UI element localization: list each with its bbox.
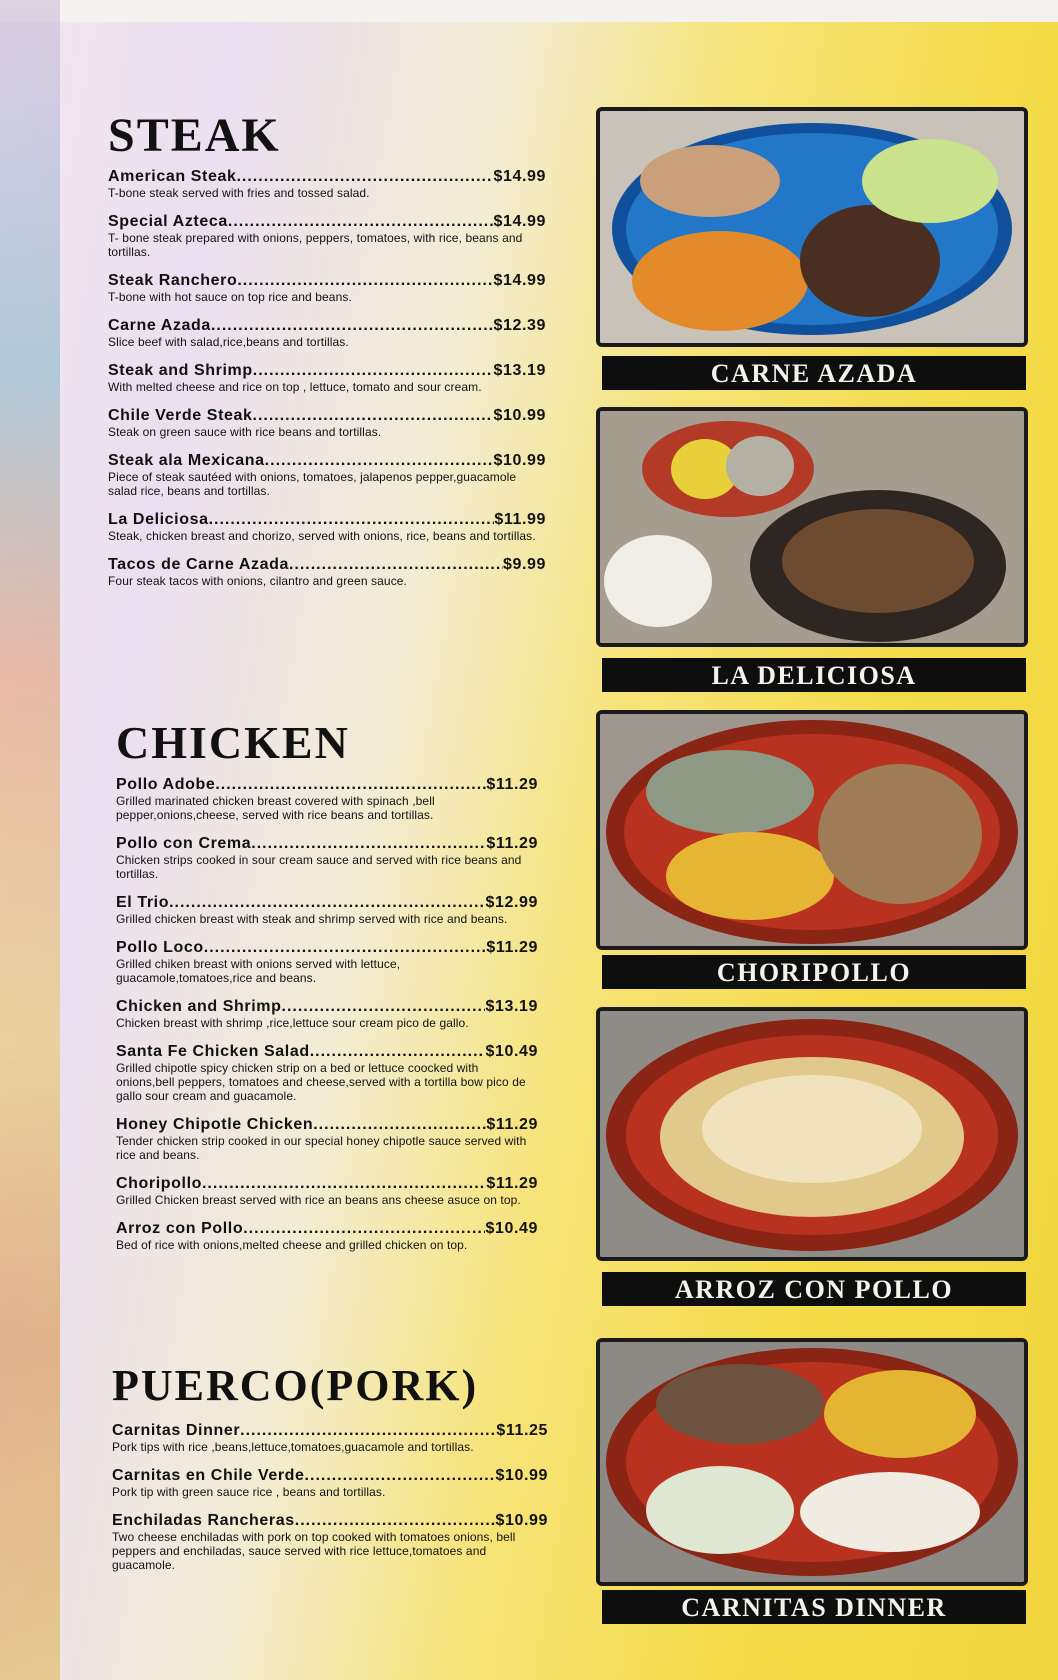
menu-item (116, 939, 538, 985)
menu-item-name: La Deliciosa (108, 511, 209, 528)
top-border (0, 0, 1058, 22)
dot-leader (243, 1220, 485, 1238)
plate-illustration (600, 1011, 1024, 1257)
menu-item-line (108, 168, 546, 186)
photo-arroz-con-pollo (596, 1007, 1028, 1261)
dot-leader (265, 452, 494, 470)
photo-choripollo (596, 710, 1028, 950)
menu-item (108, 213, 546, 259)
dot-leader (253, 407, 494, 425)
dot-leader (289, 556, 503, 574)
menu-item-name: Carne Azada (108, 317, 211, 334)
dot-leader (236, 168, 493, 186)
menu-item-price: $11.29 (486, 939, 538, 956)
pork-item-list (112, 1422, 548, 1572)
menu-item-line (116, 894, 538, 912)
menu-item-price: $14.99 (493, 168, 546, 185)
menu-item-price: $11.99 (494, 511, 546, 528)
menu-item-description: Grilled chipotle spicy chicken strip on a bed or lettuce coocked with onions,bell peppers, tomatoes and cheese,served with a tortilla bow pico de gallo sour cream and guacamole. (116, 1061, 526, 1103)
menu-item-line (116, 776, 538, 794)
steak-section (108, 109, 546, 601)
menu-item-line (116, 1220, 538, 1238)
menu-item-price: $13.19 (493, 362, 546, 379)
section-title-chicken: CHICKEN (116, 717, 350, 768)
menu-item-description: Steak, chicken breast and chorizo, served with onions, rice, beans and tortillas. (108, 529, 536, 543)
menu-item-description: T-bone with hot sauce on top rice and beans. (108, 290, 352, 304)
menu-item-name: Chile Verde Steak (108, 407, 253, 424)
menu-item-name: Chicken and Shrimp (116, 998, 282, 1015)
menu-item-line (116, 1043, 538, 1061)
menu-item-name: Steak and Shrimp (108, 362, 253, 379)
menu-item-name: Steak Ranchero (108, 272, 238, 289)
menu-item-line (116, 939, 538, 957)
menu-item-name: Pollo con Crema (116, 835, 252, 852)
steak-item-list (108, 168, 546, 588)
dot-leader (211, 317, 494, 335)
menu-item (116, 1116, 538, 1162)
menu-item-line (116, 1116, 538, 1134)
dot-leader (237, 272, 493, 290)
menu-item-line (112, 1467, 548, 1485)
menu-item (116, 776, 538, 822)
menu-item (116, 998, 538, 1030)
menu-item-description: Steak on green sauce with rice beans and tortillas. (108, 425, 382, 439)
plate-illustration (600, 1342, 1024, 1582)
menu-item-description: Four steak tacos with onions, cilantro and green sauce. (108, 574, 407, 588)
menu-item-price: $11.29 (486, 1116, 538, 1133)
menu-item (112, 1422, 548, 1454)
menu-item-description: Grilled Chicken breast served with rice an beans ans cheese asuce on top. (116, 1193, 521, 1207)
dot-leader (169, 894, 485, 912)
caption-carne-azada: CARNE AZADA (602, 356, 1026, 390)
menu-item-line (108, 407, 546, 425)
menu-item-price: $10.99 (495, 1512, 548, 1529)
menu-item-line (108, 511, 546, 529)
dot-leader (209, 511, 495, 529)
menu-item-description: Slice beef with salad,rice,beans and tortillas. (108, 335, 349, 349)
menu-item-name: Honey Chipotle Chicken (116, 1116, 314, 1133)
menu-item-price: $10.99 (495, 1467, 548, 1484)
menu-item-price: $11.25 (496, 1422, 548, 1439)
dot-leader (305, 1467, 496, 1485)
menu-item (108, 362, 546, 394)
caption-choripollo: CHORIPOLLO (602, 955, 1026, 989)
menu-item-description: Grilled marinated chicken breast covered with spinach ,bell pepper,onions,cheese, served with rice beans and tortillas. (116, 794, 435, 822)
menu-item-description: Pork tip with green sauce rice , beans and tortillas. (112, 1485, 386, 1499)
menu-item-name: American Steak (108, 168, 237, 185)
dot-leader (240, 1422, 496, 1440)
menu-item-line (108, 362, 546, 380)
menu-item-line (108, 317, 546, 335)
menu-item-description: Chicken strips cooked in sour cream sauce and served with rice beans and tortillas. (116, 853, 522, 881)
menu-item (108, 556, 546, 588)
menu-item-price: $14.99 (493, 272, 546, 289)
menu-item-name: Arroz con Pollo (116, 1220, 244, 1237)
menu-item-price: $13.19 (485, 998, 538, 1015)
menu-item-description: Grilled chicken breast with steak and shrimp served with rice and beans. (116, 912, 508, 926)
menu-item-description: With melted cheese and rice on top , lettuce, tomato and sour cream. (108, 380, 482, 394)
menu-item-price: $12.99 (485, 894, 538, 911)
dot-leader (253, 362, 494, 380)
background-wash (0, 0, 60, 1680)
menu-item-name: Carnitas en Chile Verde (112, 1467, 305, 1484)
chicken-item-list (116, 776, 538, 1252)
menu-item-description: Grilled chiken breast with onions served with lettuce, guacamole,tomatoes,rice and beans. (116, 957, 401, 985)
menu-item (108, 317, 546, 349)
dot-leader (310, 1043, 486, 1061)
menu-item-name: Tacos de Carne Azada (108, 556, 289, 573)
menu-item-description: Bed of rice with onions,melted cheese and grilled chicken on top. (116, 1238, 468, 1252)
menu-item-description: Piece of steak sautéed with onions, tomatoes, jalapenos pepper,guacamole salad rice, beans and tortillas. (108, 470, 517, 498)
menu-item-description: Two cheese enchiladas with pork on top cooked with tomatoes onions, bell peppers and enchiladas, sauce served with rice lettuce,tomatoes and guacamole. (112, 1530, 516, 1572)
menu-item (108, 272, 546, 304)
dot-leader (295, 1512, 496, 1530)
menu-item-price: $14.99 (493, 213, 546, 230)
dot-leader (215, 776, 486, 794)
menu-item-line (112, 1422, 548, 1440)
menu-item-name: Special Azteca (108, 213, 228, 230)
menu-item-description: T-bone steak served with fries and tossed salad. (108, 186, 370, 200)
menu-item-line (108, 452, 546, 470)
photo-carne-azada (596, 107, 1028, 347)
menu-item-description: Chicken breast with shrimp ,rice,lettuce sour cream pico de gallo. (116, 1016, 469, 1030)
menu-item (108, 511, 546, 543)
chicken-section (116, 717, 538, 1265)
menu-item (108, 407, 546, 439)
caption-carnitas-dinner: CARNITAS DINNER (602, 1590, 1026, 1624)
photo-carnitas-dinner (596, 1338, 1028, 1586)
menu-item (112, 1467, 548, 1499)
menu-item (116, 1220, 538, 1252)
menu-item-price: $10.99 (493, 452, 546, 469)
menu-item-price: $11.29 (486, 835, 538, 852)
menu-item-price: $9.99 (502, 556, 546, 573)
menu-item-price: $11.29 (486, 1175, 538, 1192)
menu-item-line (116, 1175, 538, 1193)
menu-item-name: Choripollo (116, 1175, 202, 1192)
menu-item-line (116, 835, 538, 853)
section-title-steak: STEAK (108, 109, 281, 162)
dot-leader (313, 1116, 486, 1134)
menu-item-name: Santa Fe Chicken Salad (116, 1043, 310, 1060)
caption-la-deliciosa: LA DELICIOSA (602, 658, 1026, 692)
menu-item (108, 452, 546, 498)
menu-item-line (108, 556, 546, 574)
menu-item (116, 1175, 538, 1207)
menu-item (116, 1043, 538, 1103)
menu-item-price: $12.39 (493, 317, 546, 334)
menu-item (116, 835, 538, 881)
menu-item-line (108, 213, 546, 231)
plate-illustration (600, 714, 1024, 946)
menu-item-line (116, 998, 538, 1016)
menu-item-description: Pork tips with rice ,beans,lettuce,tomatoes,guacamole and tortillas. (112, 1440, 474, 1454)
plate-illustration (600, 411, 1024, 643)
plate-illustration (600, 111, 1024, 343)
menu-item (116, 894, 538, 926)
menu-item-name: Pollo Adobe (116, 776, 216, 793)
menu-item-price: $11.29 (486, 776, 538, 793)
menu-item-line (112, 1512, 548, 1530)
menu-item-price: $10.99 (493, 407, 546, 424)
pork-section (112, 1361, 548, 1585)
caption-arroz-con-pollo: ARROZ CON POLLO (602, 1272, 1026, 1306)
menu-item-name: Enchiladas Rancheras (112, 1512, 295, 1529)
menu-item (108, 168, 546, 200)
menu-item-price: $10.49 (485, 1043, 538, 1060)
photo-la-deliciosa (596, 407, 1028, 647)
menu-item-name: Pollo Loco (116, 939, 204, 956)
menu-item-price: $10.49 (485, 1220, 538, 1237)
section-title-pork: PUERCO(PORK) (112, 1361, 479, 1410)
menu-item-description: Tender chicken strip cooked in our special honey chipotle sauce served with rice and beans. (116, 1134, 527, 1162)
menu-item-description: T- bone steak prepared with onions, peppers, tomatoes, with rice, beans and tortillas. (108, 231, 523, 259)
menu-item (112, 1512, 548, 1572)
dot-leader (204, 939, 487, 957)
dot-leader (202, 1175, 486, 1193)
menu-item-name: Carnitas Dinner (112, 1422, 241, 1439)
dot-leader (228, 213, 494, 231)
menu-item-line (108, 272, 546, 290)
dot-leader (282, 998, 486, 1016)
menu-item-name: El Trio (116, 894, 170, 911)
menu-item-name: Steak ala Mexicana (108, 452, 265, 469)
dot-leader (251, 835, 486, 853)
